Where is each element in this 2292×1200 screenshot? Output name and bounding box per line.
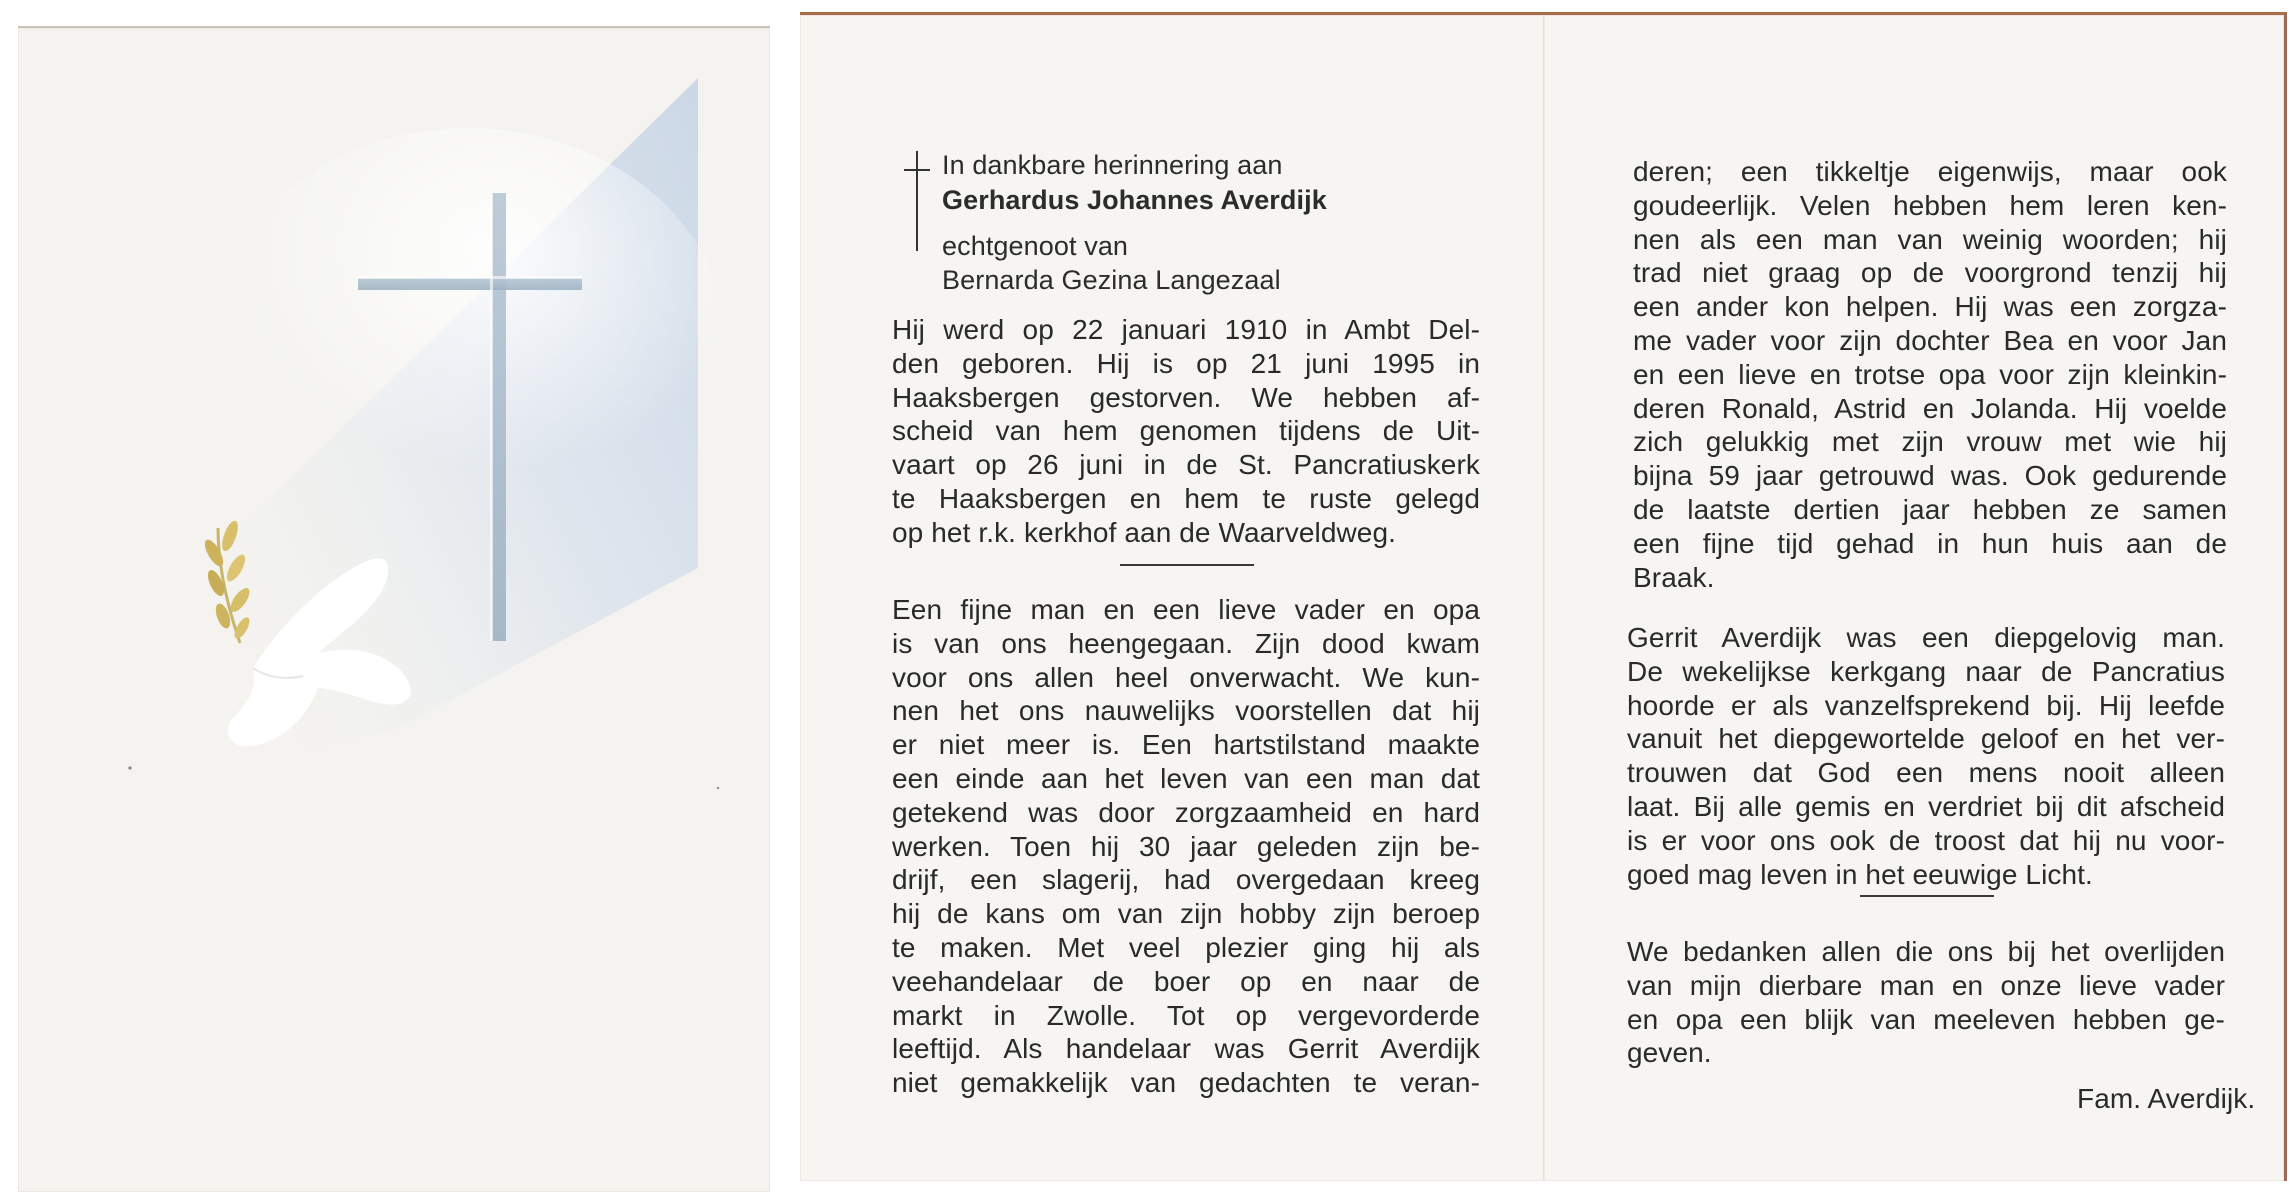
text-line: en opa een blijk van meeleven hebben ge- — [1627, 1003, 2225, 1035]
text-line: nen als een man van weinig woorden; hij — [1633, 223, 2227, 255]
text-line: is van ons heengegaan. Zijn dood kwam — [892, 627, 1480, 659]
text-line: Haaksbergen gestorven. We hebben af- — [892, 381, 1480, 413]
text-line: De wekelijkse kerkgang naar de Pancratius — [1627, 655, 2225, 687]
speck — [717, 787, 719, 789]
header-relation: echtgenoot van — [942, 231, 1129, 261]
left-page — [800, 15, 1542, 1181]
text-line: hoorde er als vanzelfsprekend bij. Hij leefde — [1627, 689, 2225, 721]
deceased-name: Gerhardus Johannes Averdijk — [942, 185, 1327, 215]
front-cover-card — [18, 26, 770, 1192]
text-line: getekend was door zorgzaamheid en hard — [892, 796, 1480, 828]
text-line: Een fijne man en een lieve vader en opa — [892, 594, 1480, 625]
text-line: goed mag leven in het eeuwige Licht. — [1627, 858, 2093, 890]
cross-icon — [904, 151, 932, 251]
spouse-name: Bernarda Gezina Langezaal — [942, 265, 1281, 295]
speck — [128, 766, 131, 769]
text-line: van mijn dierbare man en onze lieve vader — [1627, 969, 2225, 1001]
text-line: hij de kans om van zijn hobby zijn beroep — [892, 898, 1480, 930]
text-line: scheid van hem genomen tijdens de Uit- — [892, 415, 1480, 447]
text-line: markt in Zwolle. Tot op vergevorderde — [892, 999, 1480, 1031]
text-line: me vader voor zijn dochter Bea en voor Jan — [1633, 324, 2227, 356]
paragraph-faith — [1627, 621, 2225, 891]
text-line: werken. Toen hij 30 jaar geleden zijn be- — [892, 830, 1480, 862]
paragraph-thanks — [1627, 935, 2225, 1070]
text-line: er niet meer is. Een hartstilstand maakte — [892, 729, 1480, 761]
text-line: We bedanken allen die ons bij het overlijden — [1627, 936, 2225, 967]
text-line: trouwen dat God een mens nooit alleen — [1627, 757, 2225, 789]
text-line: nen het ons nauwelijks voorstellen dat hij — [892, 695, 1480, 727]
text-line: goudeerlijk. Velen hebben hem leren ken- — [1633, 189, 2227, 221]
paragraph-biography — [892, 313, 1480, 550]
text-line: geven. — [1627, 1037, 1712, 1069]
light-glow — [208, 128, 728, 568]
cover-artwork — [18, 28, 770, 1192]
family-signature: Fam. Averdijk. — [2077, 1083, 2256, 1114]
text-line: vanuit het diepgewortelde geloof en het ver- — [1627, 723, 2225, 755]
text-line: niet gemakkelijk van gedachten te veran- — [892, 1067, 1480, 1099]
text-line: zich gelukkig met zijn vrouw met wie hij — [1633, 426, 2227, 458]
text-line: Hij werd op 22 januari 1910 in Ambt Del- — [892, 314, 1480, 345]
text-line: Braak. — [1633, 561, 1715, 593]
text-line: vaart op 26 juni in de St. Pancratiuskerk — [892, 449, 1480, 481]
text-line: is er voor ons ook de troost dat hij nu voor- — [1627, 824, 2225, 856]
paragraph-character — [1633, 155, 2227, 594]
divider — [1860, 895, 1994, 897]
text-line: voor ons allen heel onverwacht. We kun- — [892, 661, 1480, 693]
paragraph-tribute — [892, 593, 1480, 1100]
text-line: den geboren. Hij is op 21 juni 1995 in — [892, 347, 1480, 379]
right-page — [1545, 15, 2281, 1181]
text-line: drijf, een slagerij, had overgedaan kreeg — [892, 864, 1480, 896]
text-line: trad niet graag op de voorgrond tenzij hij — [1633, 257, 2227, 289]
text-line: de laatste dertien jaar hebben ze samen — [1633, 493, 2227, 525]
cover-illustration — [18, 28, 770, 1192]
text-line: bijna 59 jaar getrouwd was. Ook gedurende — [1633, 460, 2227, 492]
text-line: laat. Bij alle gemis en verdriet bij dit afscheid — [1627, 790, 2225, 822]
header-intro: In dankbare herinnering aan — [942, 150, 1283, 180]
text-line: te Haaksbergen en hem te ruste gelegd — [892, 482, 1480, 514]
text-line: een ander kon helpen. Hij was een zorgza- — [1633, 291, 2227, 323]
text-line: leeftijd. Als handelaar was Gerrit Averdijk — [892, 1033, 1480, 1065]
inner-spread-card — [800, 12, 2287, 1181]
text-line: deren; een tikkeltje eigenwijs, maar ook — [1633, 156, 2227, 187]
divider — [1120, 564, 1254, 566]
text-line: veehandelaar de boer op en naar de — [892, 965, 1480, 997]
text-line: en een lieve en trotse opa voor zijn kleinkin- — [1633, 358, 2227, 390]
text-line: een fijne tijd gehad in hun huis aan de — [1633, 527, 2227, 559]
text-line: te maken. Met veel plezier ging hij als — [892, 931, 1480, 963]
text-line: een einde aan het leven van een man dat — [892, 762, 1480, 794]
text-line: deren Ronald, Astrid en Jolanda. Hij voelde — [1633, 392, 2227, 424]
text-line: op het r.k. kerkhof aan de Waarveldweg. — [892, 516, 1397, 548]
text-line: Gerrit Averdijk was een diepgelovig man. — [1627, 622, 2225, 653]
